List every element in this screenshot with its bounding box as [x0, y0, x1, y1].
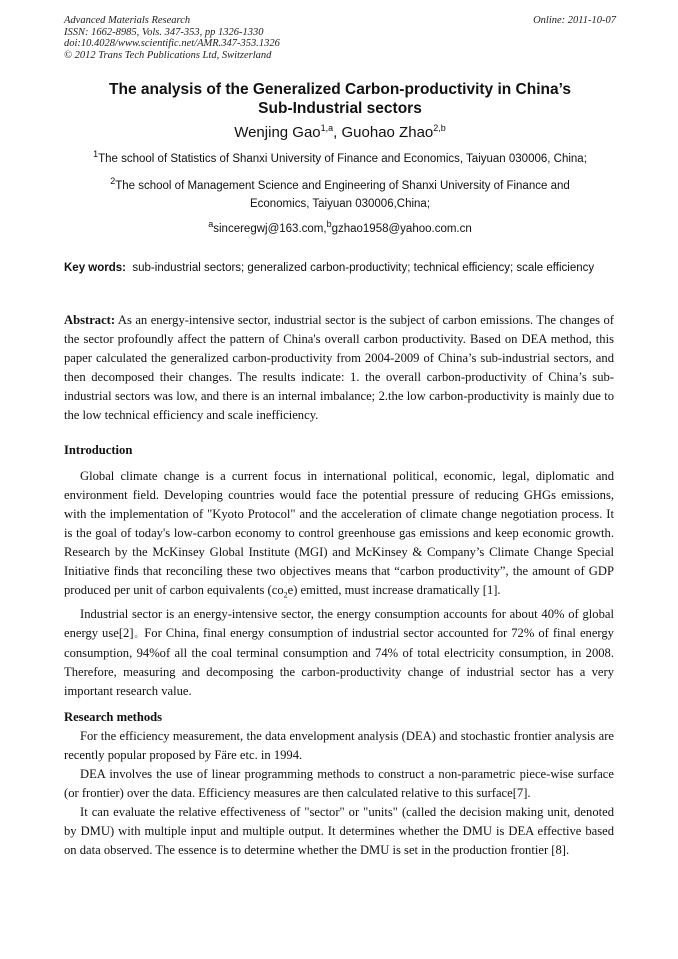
- author-2-superscript: 2,b: [433, 123, 446, 133]
- co2-subscript: 2: [283, 590, 288, 600]
- introduction-p1-text: Global climate change is a current focus in international political, economic, legal, diplomatic and environment field. Developing countries would face the potential pressure of reducing GHGs emissions, with the implementation of "Kyoto Protocol" and the acceleration of climate change negotiation process. It is the goal of today's low-carbon economy to control greenhouse gas emissions and keep economic growth. Research by the McKinsey Global Institute (MGI) and McKinsey & Company’s Climate Change Special Initiative finds that reconciling these two objectives means that “carbon productivity”, the amount of GDP produced per unit of carbon equivalents (co: [64, 469, 614, 597]
- affiliation-2-superscript: 2: [110, 176, 116, 187]
- affiliation-1-superscript: 1: [93, 149, 99, 160]
- email-b: gzhao1958@yahoo.com.cn: [331, 223, 472, 235]
- abstract: [64, 311, 614, 425]
- introduction-p1-text-end: e) emitted, must increase dramatically [1].: [287, 583, 501, 597]
- methods-paragraph-2: DEA involves the use of linear programming methods to construct a non-parametric piece-wise surface (or frontier) over the data. Efficiency measures are then calculated relative to this surface[7].: [64, 767, 614, 800]
- paper-title: [64, 80, 616, 118]
- methods-paragraph-1: For the efficiency measurement, the data envelopment analysis (DEA) and stochastic frontier analysis are recently popular proposed by Färe etc. in 1994.: [64, 729, 614, 762]
- methods-heading: Research methods: [64, 710, 163, 724]
- journal-issn: ISSN: 1662-8985, Vols. 347-353, pp 1326-1330: [64, 26, 264, 38]
- author-name-2: Guohao Zhao: [341, 124, 434, 141]
- author-1-superscript: 1,a: [320, 123, 334, 133]
- email-a: sinceregwj@163.com,: [213, 223, 327, 235]
- introduction-paragraph-1: [64, 467, 614, 605]
- methods-body: [64, 727, 614, 860]
- citation-mark: 。: [133, 628, 145, 639]
- affiliation-1: [64, 150, 616, 168]
- introduction-p2-text: Industrial sector is an energy-intensive sector, the energy consumption accounts for about 40% of global energy use[2]: [64, 606, 614, 640]
- author-name-1: Wenjing Gao: [234, 124, 321, 141]
- paper-title-line-1: The analysis of the Generalized Carbon-productivity in China’s: [109, 81, 571, 98]
- journal-header: [64, 15, 616, 61]
- affiliation-2-line-1: The school of Management Science and Engineering of Shanxi University of Finance and: [115, 180, 570, 192]
- journal-name: Advanced Materials Research: [64, 15, 191, 26]
- affiliation-1-text: The school of Statistics of Shanxi University of Finance and Economics, Taiyuan 030006, China;: [98, 153, 587, 165]
- methods-paragraph-3: It can evaluate the relative effectiveness of "sector" or "units" (called the decision making unit, denoted by DMU) with multiple input and multiple output. It determines whether the DMU is DEA effective based on data observed. The essence is to determine whether the DMU is set in the production frontier [8].: [64, 805, 614, 857]
- online-date: Online: 2011-10-07: [533, 15, 616, 26]
- keywords-text: sub-industrial sectors; generalized carbon-productivity; technical efficiency; scale efficiency: [132, 262, 595, 274]
- introduction-paragraph-2: [64, 605, 614, 701]
- abstract-text: As an energy-intensive sector, industrial sector is the subject of carbon emissions. The changes of the sector profoundly affect the pattern of China's overall carbon productivity. Based on DEA method, this paper calculated the generalized carbon-productivity from 2004-2009 of China’s sub-industrial sectors, and then decomposed their changes. The results indicate: 1. the overall carbon-productivity of China’s sub-industrial sectors was low, and there is an internal imbalance; 2.the low carbon-productivity is mainly due to the low technical efficiency and scale inefficiency.: [64, 313, 614, 422]
- keywords-label: Key words:: [64, 262, 126, 274]
- affiliation-2: [64, 177, 616, 213]
- introduction-heading: Introduction: [64, 443, 133, 457]
- journal-doi: doi:10.4028/www.scientific.net/AMR.347-353.1326: [64, 38, 280, 49]
- keywords: [64, 259, 614, 277]
- author-list: [64, 124, 616, 142]
- email-a-superscript: a: [208, 219, 214, 230]
- affiliation-2-line-2: Economics, Taiyuan 030006,China;: [249, 198, 431, 210]
- introduction-body: [64, 467, 614, 701]
- author-separator: ,: [333, 124, 342, 141]
- email-b-superscript: b: [326, 219, 332, 230]
- journal-copyright: © 2012 Trans Tech Publications Ltd, Switzerland: [64, 49, 272, 61]
- introduction-p2-text-end: For China, final energy consumption of industrial sector accounted for 72% of final energy consumption, 94%of all the coal terminal consumption and 74% of total electricity consumption, in 2008. Therefore, measuring and decomposing the carbon-productivity change of industrial sector has a very important research value.: [64, 625, 614, 698]
- paper-title-line-2: Sub-Industrial sectors: [258, 100, 422, 117]
- abstract-label: Abstract:: [64, 313, 116, 327]
- author-emails: [64, 221, 616, 237]
